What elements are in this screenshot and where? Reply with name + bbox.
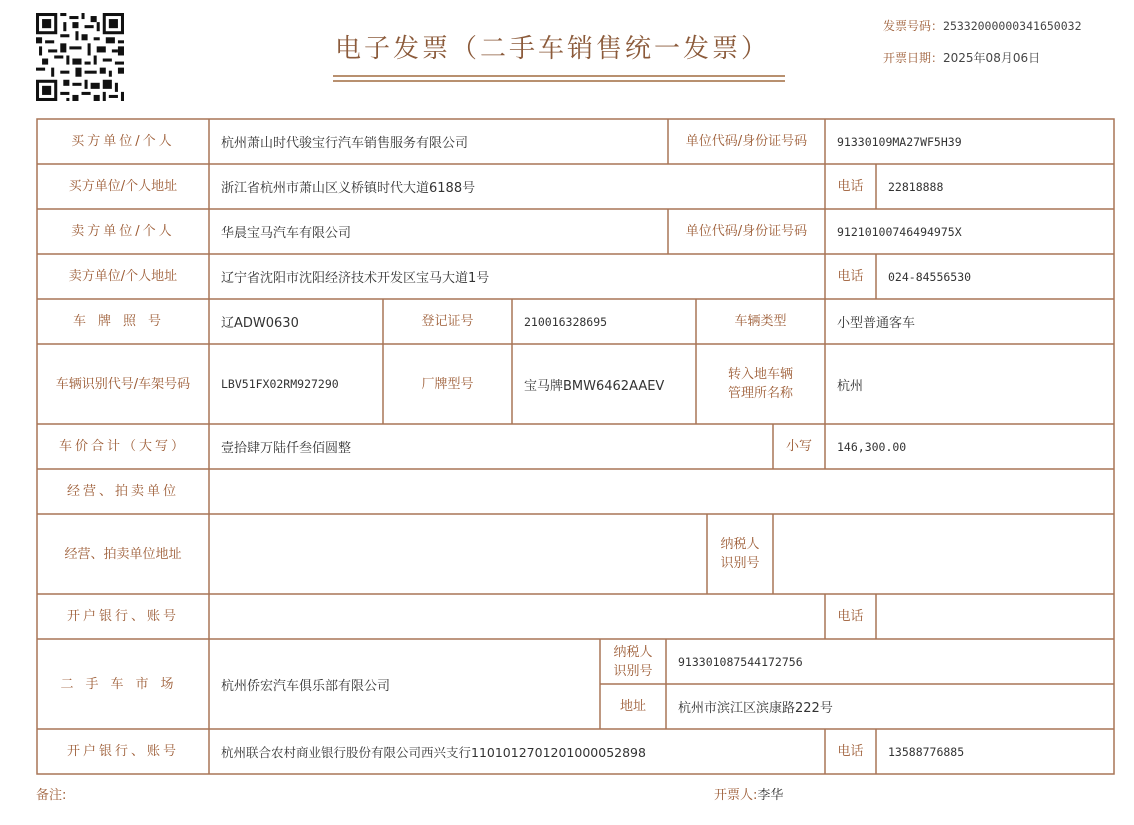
transfer-office: 杭州 bbox=[837, 378, 864, 394]
buyer-phone: 22818888 bbox=[888, 179, 944, 194]
price-upper: 壹拾肆万陆仟叁佰圆整 bbox=[221, 441, 352, 456]
dealer-address-label: 经营、拍卖单位地址 bbox=[64, 546, 182, 562]
market-taxpayer-id: 913301087544172756 bbox=[678, 654, 803, 669]
market-label: 二手车市场 bbox=[60, 676, 186, 692]
market-bank-label: 开户银行、账号 bbox=[66, 744, 179, 759]
invoice-number-label: 发票号码： bbox=[883, 19, 944, 33]
seller-phone: 024-84556530 bbox=[888, 269, 972, 284]
dealer-address bbox=[209, 514, 707, 594]
dealer-label: 经营、拍卖单位 bbox=[66, 484, 179, 499]
vin: LBV51FX02RM927290 bbox=[221, 377, 339, 391]
buyer-address-label: 买方单位/个人地址 bbox=[68, 179, 178, 194]
seller-code-label: 单位代码/身份证号码 bbox=[685, 224, 808, 239]
market-taxpayer-label bbox=[600, 639, 666, 684]
market-address: 杭州市滨江区滨康路222号 bbox=[678, 701, 833, 716]
vehicle-type: 小型普通客车 bbox=[837, 316, 916, 331]
transfer-office-label bbox=[696, 344, 825, 424]
vehicle-type-label: 车辆类型 bbox=[734, 314, 787, 329]
market-phone-label: 电话 bbox=[837, 744, 864, 759]
market-name: 杭州侨宏汽车俱乐部有限公司 bbox=[221, 678, 391, 694]
price-lower-label: 小写 bbox=[785, 439, 812, 454]
reg-no-label: 登记证号 bbox=[421, 314, 474, 329]
remarks bbox=[36, 784, 66, 803]
dealer-taxpayer-label-line2: 识别号 bbox=[720, 556, 760, 571]
market-phone: 13588776885 bbox=[888, 744, 965, 759]
buyer-name: 杭州萧山时代骏宝行汽车销售服务有限公司 bbox=[221, 136, 469, 151]
dealer-name bbox=[209, 469, 1114, 514]
reg-no: 210016328695 bbox=[524, 314, 608, 329]
issue-date-value: 2025年08月06日 bbox=[943, 51, 1041, 65]
market-bank: 杭州联合农村商业银行股份有限公司西兴支行1101012701201000052898 bbox=[221, 744, 646, 760]
market-taxpayer-label-line2: 识别号 bbox=[613, 663, 653, 679]
dealer-phone-label: 电话 bbox=[837, 609, 864, 624]
seller-code: 91210100746494975X bbox=[837, 224, 962, 239]
seller-phone-label: 电话 bbox=[837, 269, 864, 284]
issuer bbox=[714, 784, 783, 803]
market-address-label: 地址 bbox=[619, 699, 646, 714]
vin-label: 车辆识别代号/车架号码 bbox=[55, 376, 191, 392]
issue-date-label: 开票日期： bbox=[883, 51, 944, 65]
issuer-name: 李华 bbox=[757, 788, 784, 803]
seller-address-label: 卖方单位/个人地址 bbox=[68, 269, 178, 284]
invoice-title: 电子发票（二手车销售统一发票） bbox=[335, 34, 771, 64]
plate-label: 车牌照号 bbox=[72, 314, 173, 329]
dealer-taxpayer-id bbox=[773, 514, 1114, 594]
brand-label: 厂牌型号 bbox=[421, 376, 474, 392]
buyer-phone-label: 电话 bbox=[837, 179, 864, 194]
buyer-code-label: 单位代码/身份证号码 bbox=[685, 134, 808, 149]
buyer-code: 91330109MA27WF5H39 bbox=[837, 134, 962, 149]
buyer-address: 浙江省杭州市萧山区义桥镇时代大道6188号 bbox=[221, 181, 476, 196]
market-taxpayer-label-line1: 纳税人 bbox=[613, 644, 653, 660]
seller-name: 华晨宝马汽车有限公司 bbox=[221, 226, 352, 241]
price-lower: 146,300.00 bbox=[837, 439, 907, 454]
issuer-label: 开票人: bbox=[714, 788, 758, 803]
transfer-office-label-line1: 转入地车辆 bbox=[727, 367, 793, 382]
plate-number: 辽ADW0630 bbox=[221, 316, 299, 331]
invoice-number-value: 25332000000341650032 bbox=[943, 19, 1082, 33]
remarks-label: 备注: bbox=[36, 788, 67, 803]
dealer-taxpayer-label-line1: 纳税人 bbox=[720, 537, 760, 552]
seller-label: 卖方单位/个人 bbox=[71, 224, 175, 239]
dealer-taxpayer-label bbox=[707, 514, 773, 594]
dealer-bank-label: 开户银行、账号 bbox=[66, 609, 179, 624]
price-upper-label: 车价合计（大写） bbox=[58, 439, 187, 454]
dealer-bank bbox=[209, 594, 825, 639]
dealer-phone bbox=[876, 594, 1114, 639]
seller-address: 辽宁省沈阳市沈阳经济技术开发区宝马大道1号 bbox=[221, 271, 490, 286]
brand-model: 宝马牌BMW6462AAEV bbox=[524, 378, 665, 394]
buyer-label: 买方单位/个人 bbox=[71, 134, 175, 149]
transfer-office-label-line2: 管理所名称 bbox=[727, 386, 793, 401]
